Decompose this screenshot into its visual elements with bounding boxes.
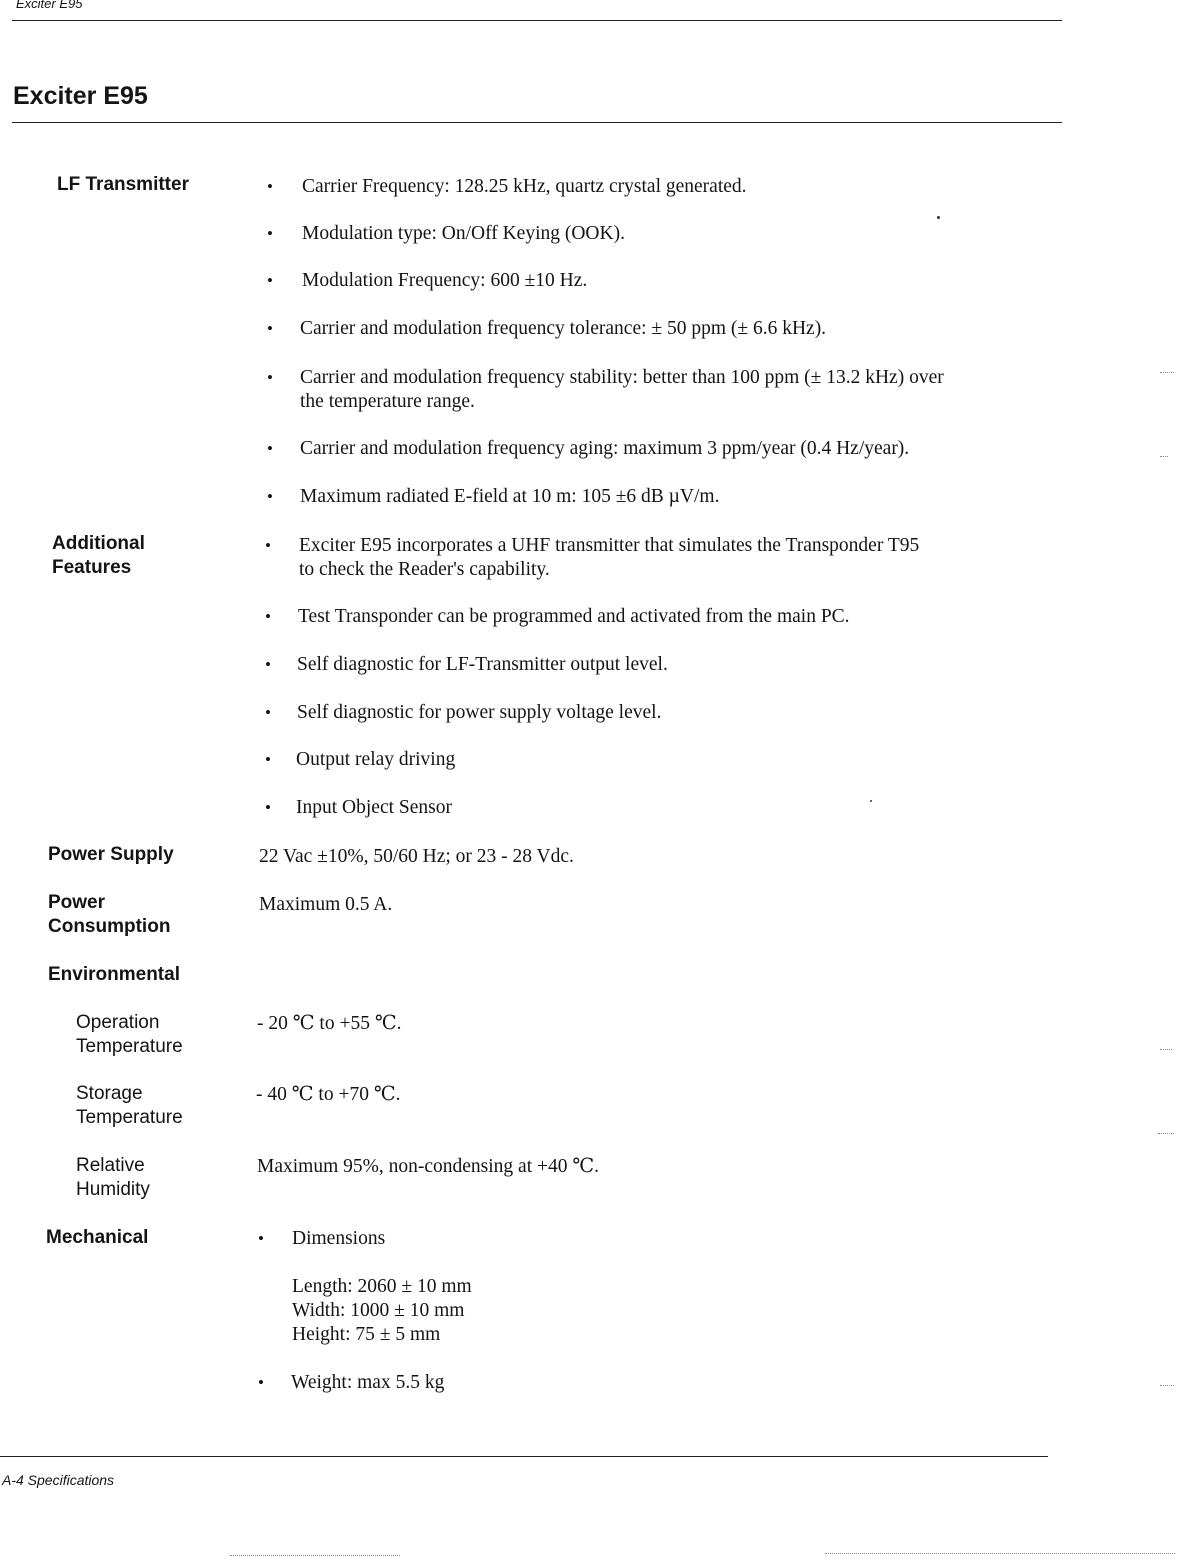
running-header: Exciter E95 (16, 0, 83, 11)
title-rule (12, 122, 1062, 123)
scan-speck (870, 800, 872, 802)
running-footer: A-4 Specifications (2, 1472, 115, 1488)
bullet-icon: • (258, 1229, 264, 1248)
bullet-icon: • (267, 177, 273, 196)
list-item-weight: Weight: max 5.5 kg (291, 1372, 445, 1393)
section-label-consumption: Consumption (48, 916, 171, 937)
bullet-icon: • (265, 750, 271, 769)
header-rule (12, 20, 1062, 21)
list-item-test-transponder: Test Transponder can be programmed and activated from the main PC. (298, 606, 850, 627)
scan-speck (1158, 1133, 1174, 1134)
list-item-dimensions: Dimensions (292, 1228, 386, 1249)
scan-speck (1160, 456, 1168, 457)
sublabel-humidity: Humidity (76, 1179, 150, 1200)
bullet-icon: • (265, 607, 271, 626)
list-item-lf-self-diagnostic: Self diagnostic for LF-Transmitter output level. (297, 654, 668, 675)
storage-temperature-value: - 40 ℃ to +70 ℃. (256, 1084, 401, 1105)
list-item-modulation-type: Modulation type: On/Off Keying (OOK). (302, 223, 625, 244)
power-supply-value: 22 Vac ±10%, 50/60 Hz; or 23 - 28 Vdc. (259, 846, 574, 867)
page-title: Exciter E95 (13, 82, 148, 110)
bullet-icon: • (267, 368, 273, 387)
sublabel-operation-temperature: Temperature (76, 1036, 183, 1057)
bullet-icon: • (265, 655, 271, 674)
bullet-icon: • (267, 487, 273, 506)
power-consumption-value: Maximum 0.5 A. (259, 894, 393, 915)
bullet-icon: • (265, 798, 271, 817)
footer-rule (0, 1456, 1048, 1457)
scan-speck (1160, 1049, 1172, 1050)
section-label-environmental: Environmental (48, 964, 180, 985)
list-item-uhf-transmitter: Exciter E95 incorporates a UHF transmitter that simulates the Transponder T95 (299, 535, 920, 556)
bullet-icon: • (267, 439, 273, 458)
dimension-width: Width: 1000 ± 10 mm (292, 1300, 465, 1321)
bullet-icon: • (267, 224, 273, 243)
bullet-icon: • (258, 1373, 264, 1392)
list-item-carrier-frequency: Carrier Frequency: 128.25 kHz, quartz crystal generated. (302, 176, 747, 197)
section-label-mechanical: Mechanical (46, 1227, 149, 1248)
sublabel-relative: Relative (76, 1155, 145, 1176)
scan-speck (937, 216, 940, 219)
list-item-frequency-aging: Carrier and modulation frequency aging: maximum 3 ppm/year (0.4 Hz/year). (300, 438, 910, 459)
sublabel-operation: Operation (76, 1012, 160, 1033)
scan-speck (1160, 1385, 1174, 1386)
list-item-frequency-stability: Carrier and modulation frequency stability: better than 100 ppm (± 13.2 kHz) over (300, 367, 944, 388)
bullet-icon: • (267, 271, 273, 290)
list-item-radiated-e-field: Maximum radiated E-field at 10 m: 105 ±6 dB µV/m. (300, 486, 720, 507)
section-label-additional: Additional (52, 533, 145, 554)
bullet-icon: • (267, 319, 273, 338)
operation-temperature-value: - 20 ℃ to +55 ℃. (257, 1013, 402, 1034)
sublabel-storage-temperature: Temperature (76, 1107, 183, 1128)
dimension-length: Length: 2060 ± 10 mm (292, 1276, 472, 1297)
section-label-power-supply: Power Supply (48, 844, 174, 865)
scan-speck (825, 1553, 1175, 1554)
list-item-input-object-sensor: Input Object Sensor (296, 797, 452, 818)
humidity-value: Maximum 95%, non-condensing at +40 ℃. (257, 1156, 600, 1177)
scan-speck (1160, 372, 1174, 373)
bullet-icon: • (265, 703, 271, 722)
section-label-power: Power (48, 892, 106, 913)
scan-speck (230, 1555, 400, 1556)
list-item-frequency-tolerance: Carrier and modulation frequency tolerance: ± 50 ppm (± 6.6 kHz). (300, 318, 827, 339)
section-label-features: Features (52, 557, 132, 578)
list-item-output-relay: Output relay driving (296, 749, 456, 770)
list-item-modulation-frequency: Modulation Frequency: 600 ±10 Hz. (302, 270, 588, 291)
section-label-lf-transmitter: LF Transmitter (57, 174, 189, 195)
dimension-height: Height: 75 ± 5 mm (292, 1324, 441, 1345)
list-item-uhf-transmitter-cont: to check the Reader's capability. (299, 559, 550, 580)
bullet-icon: • (265, 536, 271, 555)
sublabel-storage: Storage (76, 1083, 143, 1104)
list-item-power-self-diagnostic: Self diagnostic for power supply voltage level. (297, 702, 662, 723)
list-item-frequency-stability-cont: the temperature range. (300, 391, 475, 412)
